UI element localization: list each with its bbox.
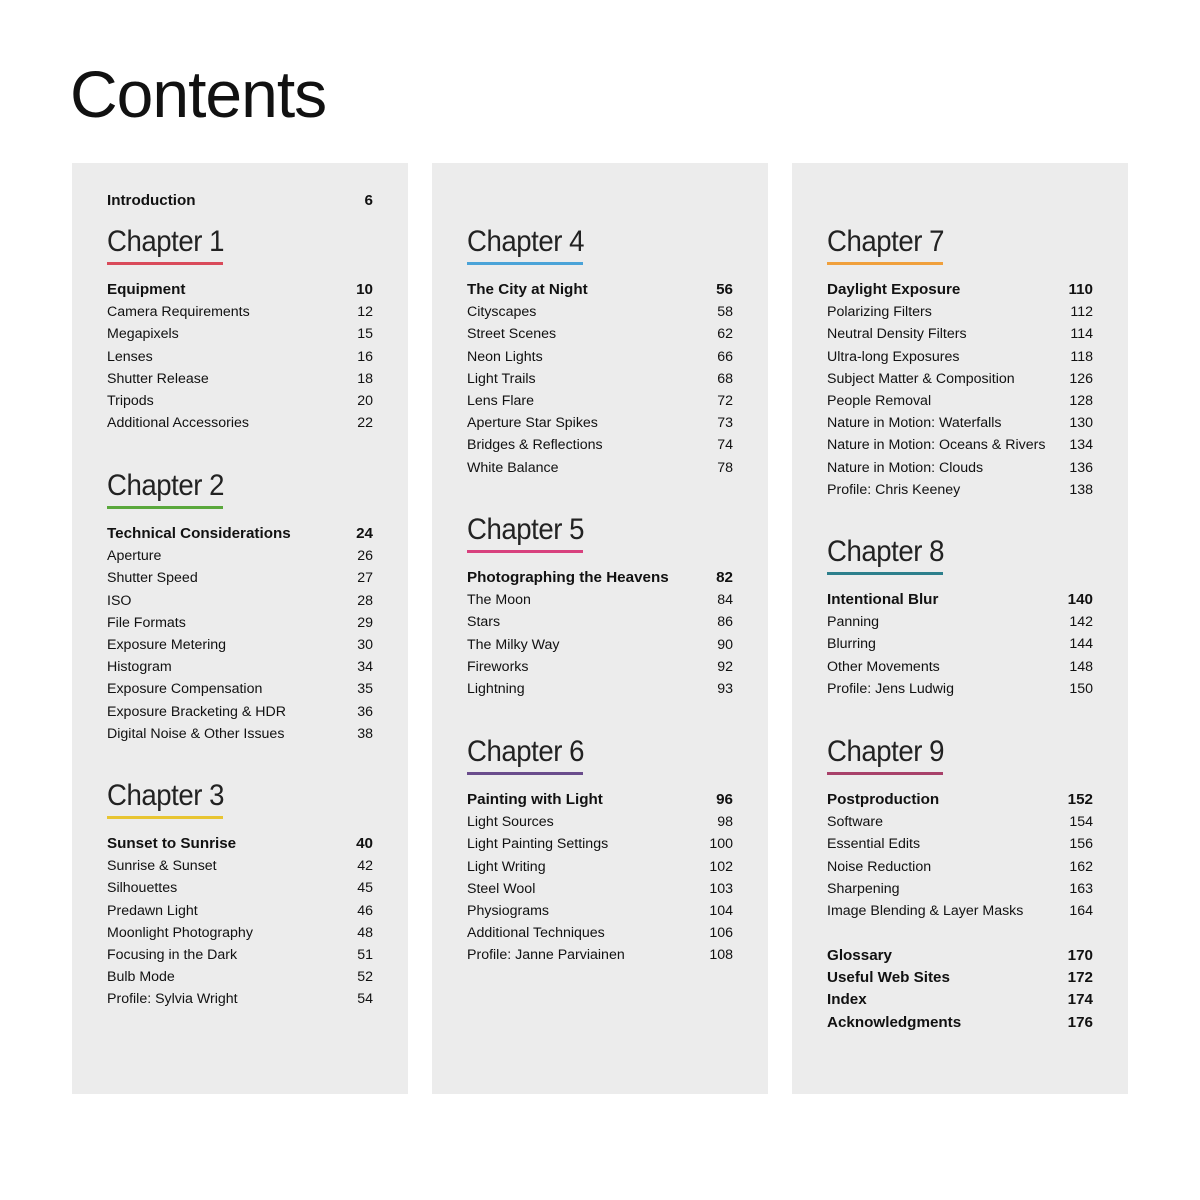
toc-entry[interactable]: [827, 459, 1093, 477]
entry-title: Sunset to Sunrise: [107, 835, 237, 852]
entry-page-number: 100: [709, 836, 733, 853]
entry-title: Shutter Speed: [107, 570, 198, 587]
backmatter-entry[interactable]: [827, 947, 1093, 965]
entry-title: Additional Accessories: [107, 415, 249, 432]
toc-entry[interactable]: [827, 902, 1093, 920]
entry-page-number: 130: [1069, 415, 1093, 432]
toc-entry[interactable]: [827, 858, 1093, 876]
toc-entry[interactable]: [467, 813, 733, 831]
entry-page-number: 103: [709, 880, 733, 897]
entry-page-number: 148: [1069, 658, 1093, 675]
entry-title: Bulb Mode: [107, 969, 175, 986]
entry-title: Aperture Star Spikes: [467, 415, 598, 432]
chapter-color-rule: [467, 550, 583, 553]
entry-page-number: 56: [716, 281, 733, 298]
toc-entry[interactable]: [827, 680, 1093, 698]
entry-page-number: 176: [1067, 1013, 1093, 1031]
entry-page-number: 10: [356, 281, 373, 298]
entry-page-number: 118: [1070, 348, 1093, 365]
entry-title: Index: [827, 991, 867, 1009]
entry-page-number: 90: [717, 636, 733, 653]
entry-title: Neutral Density Filters: [827, 326, 967, 343]
entry-title: Useful Web Sites: [827, 969, 950, 987]
entry-title: Profile: Jens Ludwig: [827, 680, 954, 697]
entry-title: Image Blending & Layer Masks: [827, 903, 1024, 919]
entry-page-number: 68: [717, 370, 733, 387]
entry-title: Exposure Metering: [107, 637, 227, 653]
entry-title: Noise Reduction: [827, 858, 932, 875]
toc-entry[interactable]: [107, 680, 373, 698]
entry-title: Additional Techniques: [467, 925, 605, 942]
chapter-title: Chapter 1: [107, 225, 225, 258]
toc-entry[interactable]: [107, 658, 373, 676]
entry-page-number: 62: [717, 326, 733, 343]
entry-page-number: 170: [1067, 947, 1093, 964]
entry-title: Equipment: [107, 281, 186, 298]
toc-entry[interactable]: [467, 636, 733, 654]
toc-entry[interactable]: [827, 370, 1093, 388]
entry-title: Fireworks: [467, 658, 529, 675]
page-title: Contents: [70, 57, 327, 131]
entry-page-number: 102: [709, 858, 733, 875]
entry-page-number: 12: [357, 304, 373, 321]
entry-title: Panning: [827, 614, 880, 631]
entry-title: ISO: [107, 592, 132, 609]
toc-entry[interactable]: [107, 703, 373, 721]
toc-entry[interactable]: [467, 414, 733, 432]
entry-page-number: 152: [1067, 791, 1093, 808]
toc-entry[interactable]: [467, 924, 733, 942]
chapter-heading-8: [827, 535, 954, 575]
entry-page-number: 93: [717, 681, 733, 697]
entry-title: Lenses: [107, 348, 153, 365]
toc-entry[interactable]: [107, 370, 373, 388]
entry-title: Moonlight Photography: [107, 924, 253, 941]
toc-column-2: [432, 163, 768, 1094]
toc-entry[interactable]: [107, 924, 373, 942]
entry-title: Acknowledgments: [827, 1013, 962, 1031]
backmatter-entry[interactable]: [827, 969, 1093, 987]
entry-page-number: 16: [357, 348, 373, 365]
entry-title: Lens Flare: [467, 393, 535, 409]
entry-title: Blurring: [827, 636, 876, 653]
toc-column-1: [72, 163, 408, 1094]
entry-title: Lightning: [467, 681, 525, 697]
entry-title: Postproduction: [827, 791, 940, 808]
entry-title: Bridges & Reflections: [467, 437, 603, 454]
chapter-title: Chapter 8: [827, 535, 945, 568]
toc-entry[interactable]: [107, 547, 373, 565]
entry-page-number: 34: [357, 659, 373, 676]
entry-page-number: 162: [1069, 858, 1093, 875]
toc-entry[interactable]: [107, 569, 373, 587]
chapter-section-entry[interactable]: [467, 569, 733, 587]
chapter-section-entry[interactable]: [467, 281, 733, 299]
entry-title: Software: [827, 814, 883, 831]
toc-entry[interactable]: [467, 858, 733, 876]
toc-column-3: [792, 163, 1128, 1094]
toc-entry[interactable]: [107, 990, 373, 1008]
entry-title: Sharpening: [827, 880, 900, 897]
chapter-section-entry[interactable]: [467, 791, 733, 809]
toc-entry[interactable]: [827, 481, 1093, 499]
entry-page-number: 150: [1069, 680, 1093, 697]
entry-page-number: 156: [1069, 836, 1093, 853]
chapter-heading-7: [827, 225, 954, 265]
chapter-title: Chapter 4: [467, 225, 585, 258]
entry-title: Exposure Compensation: [107, 681, 263, 698]
entry-title: Cityscapes: [467, 304, 537, 321]
entry-title: File Formats: [107, 614, 186, 631]
entry-title: Ultra-long Exposures: [827, 348, 960, 365]
entry-title: Light Painting Settings: [467, 836, 609, 853]
entry-title: Stars: [467, 614, 501, 631]
toc-entry[interactable]: [827, 835, 1093, 853]
toc-entry[interactable]: [107, 857, 373, 875]
entry-page-number: 110: [1068, 281, 1093, 298]
entry-page-number: 73: [717, 415, 733, 432]
entry-page-number: 84: [717, 592, 733, 609]
entry-page-number: 66: [717, 348, 733, 365]
entry-title: Profile: Janne Parviainen: [467, 947, 625, 964]
entry-page-number: 30: [357, 637, 373, 653]
entry-page-number: 74: [717, 437, 733, 454]
entry-title: Steel Wool: [467, 880, 536, 897]
backmatter-entry[interactable]: [827, 991, 1093, 1009]
chapter-color-rule: [107, 506, 223, 509]
entry-page-number: 24: [356, 525, 373, 542]
entry-title: The Moon: [467, 592, 531, 609]
toc-entry[interactable]: [827, 635, 1093, 653]
entry-title: Daylight Exposure: [827, 281, 961, 298]
entry-title: White Balance: [467, 459, 559, 476]
entry-page-number: 126: [1069, 370, 1093, 387]
entry-page-number: 48: [357, 924, 373, 941]
chapter-heading-3: [107, 779, 234, 819]
entry-page-number: 98: [717, 814, 733, 831]
entry-title: Tripods: [107, 393, 154, 409]
entry-page-number: 58: [717, 304, 733, 321]
entry-page-number: 92: [717, 658, 733, 675]
chapter-section-entry[interactable]: [107, 835, 373, 853]
toc-entry[interactable]: [467, 436, 733, 454]
entry-title: Painting with Light: [467, 791, 603, 808]
entry-title: Photographing the Heavens: [467, 569, 669, 586]
toc-entry[interactable]: [107, 303, 373, 321]
entry-page-number: 38: [357, 725, 373, 742]
chapter-heading-2: [107, 469, 234, 509]
entry-page-number: 40: [356, 835, 373, 852]
entry-title: Introduction: [107, 192, 196, 209]
toc-entry[interactable]: [467, 835, 733, 853]
toc-entry[interactable]: [827, 392, 1093, 410]
entry-page-number: 144: [1069, 636, 1093, 653]
entry-page-number: 128: [1069, 393, 1093, 409]
toc-entry[interactable]: [827, 348, 1093, 366]
chapter-color-rule: [107, 816, 223, 819]
toc-entry[interactable]: [107, 614, 373, 632]
chapter-color-rule: [467, 772, 583, 775]
entry-title: Light Sources: [467, 814, 554, 831]
chapter-heading-4: [467, 225, 594, 265]
toc-entry[interactable]: [467, 880, 733, 898]
entry-title: Neon Lights: [467, 348, 543, 365]
entry-page-number: 112: [1070, 304, 1093, 321]
entry-page-number: 104: [709, 903, 733, 919]
entry-page-number: 134: [1069, 437, 1093, 454]
entry-title: Intentional Blur: [827, 591, 939, 608]
entry-title: Nature in Motion: Waterfalls: [827, 415, 1002, 432]
toc-entry[interactable]: [107, 414, 373, 432]
toc-entry[interactable]: [467, 902, 733, 920]
entry-page-number: 54: [357, 991, 373, 1008]
entry-title: Predawn Light: [107, 902, 198, 919]
entry-title: Aperture: [107, 548, 162, 565]
entry-title: Camera Requirements: [107, 304, 250, 321]
entry-page-number: 36: [357, 703, 373, 720]
introduction-entry[interactable]: [107, 192, 373, 210]
chapter-section-entry[interactable]: [827, 591, 1093, 609]
chapter-title: Chapter 3: [107, 779, 225, 812]
entry-page-number: 6: [364, 192, 373, 209]
entry-title: People Removal: [827, 393, 932, 409]
chapter-title: Chapter 6: [467, 735, 585, 768]
entry-title: Technical Considerations: [107, 525, 291, 542]
chapter-section-entry[interactable]: [107, 525, 373, 543]
toc-entry[interactable]: [827, 303, 1093, 321]
toc-entry[interactable]: [107, 725, 373, 743]
chapter-title: Chapter 2: [107, 469, 225, 502]
toc-entry[interactable]: [107, 879, 373, 897]
chapter-color-rule: [827, 572, 943, 575]
chapter-section-entry[interactable]: [827, 281, 1093, 299]
backmatter-entry[interactable]: [827, 1014, 1093, 1032]
entry-title: Glossary: [827, 947, 893, 964]
entry-page-number: 136: [1069, 459, 1093, 476]
entry-page-number: 20: [357, 393, 373, 409]
toc-entry[interactable]: [467, 680, 733, 698]
entry-title: Other Movements: [827, 658, 940, 675]
entry-page-number: 26: [357, 548, 373, 565]
toc-entry[interactable]: [827, 880, 1093, 898]
entry-title: Essential Edits: [827, 836, 921, 853]
entry-page-number: 140: [1067, 591, 1093, 608]
toc-entry[interactable]: [467, 459, 733, 477]
entry-page-number: 164: [1069, 903, 1093, 919]
entry-title: The City at Night: [467, 281, 588, 298]
toc-entry[interactable]: [107, 592, 373, 610]
entry-title: Physiograms: [467, 903, 550, 919]
toc-entry[interactable]: [107, 348, 373, 366]
toc-entry[interactable]: [107, 968, 373, 986]
entry-page-number: 96: [716, 791, 733, 808]
entry-page-number: 28: [357, 592, 373, 609]
entry-page-number: 154: [1069, 814, 1093, 831]
entry-page-number: 82: [716, 569, 733, 586]
entry-page-number: 22: [357, 415, 373, 432]
chapter-title: Chapter 5: [467, 513, 585, 546]
toc-entry[interactable]: [467, 370, 733, 388]
toc-entry[interactable]: [467, 613, 733, 631]
entry-title: Megapixels: [107, 326, 179, 343]
chapter-heading-6: [467, 735, 594, 775]
chapter-heading-9: [827, 735, 954, 775]
entry-title: Nature in Motion: Oceans & Rivers: [827, 437, 1046, 454]
chapter-heading-1: [107, 225, 234, 265]
toc-entry[interactable]: [467, 591, 733, 609]
entry-title: Light Writing: [467, 858, 546, 875]
entry-page-number: 78: [717, 459, 733, 476]
toc-entry[interactable]: [107, 325, 373, 343]
toc-entry[interactable]: [467, 303, 733, 321]
entry-page-number: 108: [709, 947, 733, 964]
entry-page-number: 29: [357, 614, 373, 631]
entry-page-number: 86: [717, 614, 733, 631]
chapter-title: Chapter 7: [827, 225, 945, 258]
entry-title: Profile: Sylvia Wright: [107, 991, 238, 1008]
entry-title: Focusing in the Dark: [107, 947, 238, 963]
entry-page-number: 45: [357, 880, 373, 897]
toc-entry[interactable]: [467, 325, 733, 343]
entry-title: The Milky Way: [467, 636, 560, 653]
entry-page-number: 52: [357, 969, 373, 986]
entry-title: Shutter Release: [107, 370, 209, 387]
chapter-color-rule: [467, 262, 583, 265]
toc-entry[interactable]: [107, 392, 373, 410]
toc-entry[interactable]: [827, 613, 1093, 631]
toc-entry[interactable]: [827, 658, 1093, 676]
entry-page-number: 142: [1069, 614, 1093, 631]
entry-page-number: 72: [717, 393, 733, 409]
entry-title: Histogram: [107, 659, 172, 676]
entry-title: Nature in Motion: Clouds: [827, 459, 984, 476]
chapter-color-rule: [827, 772, 943, 775]
entry-page-number: 15: [357, 326, 373, 343]
entry-title: Profile: Chris Keeney: [827, 481, 961, 498]
chapter-heading-5: [467, 513, 594, 553]
entry-page-number: 46: [357, 902, 373, 919]
toc-entry[interactable]: [107, 946, 373, 964]
entry-page-number: 35: [357, 681, 373, 698]
toc-entry[interactable]: [467, 392, 733, 410]
toc-entry[interactable]: [827, 414, 1093, 432]
chapter-section-entry[interactable]: [107, 281, 373, 299]
entry-page-number: 174: [1067, 991, 1093, 1009]
toc-entry[interactable]: [467, 348, 733, 366]
entry-page-number: 42: [357, 858, 373, 875]
entry-title: Street Scenes: [467, 326, 557, 343]
chapter-title: Chapter 9: [827, 735, 945, 768]
entry-page-number: 172: [1067, 969, 1093, 987]
entry-page-number: 51: [357, 947, 373, 963]
entry-title: Digital Noise & Other Issues: [107, 725, 285, 742]
entry-title: Subject Matter & Composition: [827, 370, 1015, 387]
entry-page-number: 106: [709, 925, 733, 942]
chapter-section-entry[interactable]: [827, 791, 1093, 809]
entry-title: Exposure Bracketing & HDR: [107, 703, 286, 720]
toc-entry[interactable]: [827, 813, 1093, 831]
entry-title: Light Trails: [467, 370, 536, 387]
toc-entry[interactable]: [827, 325, 1093, 343]
toc-entry[interactable]: [107, 902, 373, 920]
entry-page-number: 27: [357, 570, 373, 587]
toc-entry[interactable]: [107, 636, 373, 654]
entry-page-number: 138: [1069, 481, 1093, 498]
toc-entry[interactable]: [467, 658, 733, 676]
entry-title: Polarizing Filters: [827, 304, 932, 321]
entry-title: Sunrise & Sunset: [107, 858, 217, 875]
toc-entry[interactable]: [467, 946, 733, 964]
entry-page-number: 163: [1069, 880, 1093, 897]
entry-page-number: 114: [1070, 326, 1093, 343]
toc-entry[interactable]: [827, 436, 1093, 454]
entry-title: Silhouettes: [107, 880, 178, 897]
chapter-color-rule: [107, 262, 223, 265]
entry-page-number: 18: [357, 370, 373, 387]
chapter-color-rule: [827, 262, 943, 265]
